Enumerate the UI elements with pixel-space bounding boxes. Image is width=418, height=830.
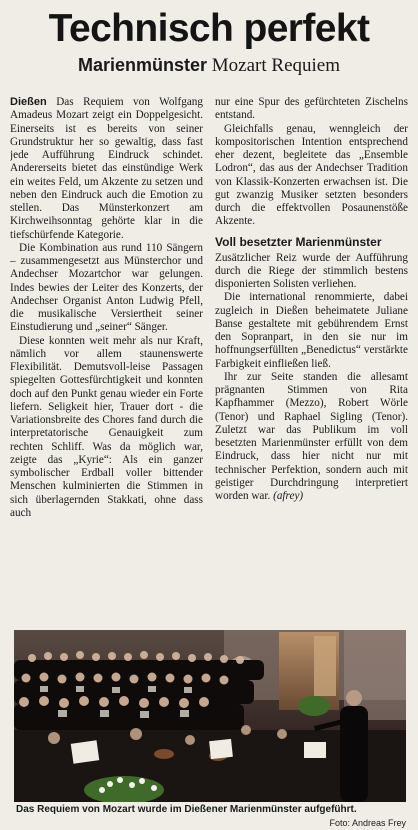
dateline: Dießen — [10, 96, 47, 108]
article-column-2 — [215, 96, 408, 622]
paragraph — [10, 96, 203, 242]
section-heading: Voll besetzter Marienmünster — [215, 234, 382, 249]
photo-credit: Foto: Andreas Frey — [329, 818, 406, 828]
article-column-1 — [10, 96, 203, 622]
author-signature: (afrey) — [273, 490, 304, 502]
paragraph: Diese konnten weit mehr als nur Kraft, nämlich vor allem staunenswerte Flexibilität. Demutsvoll-leise Passagen spiegelten Gottesfürchtigkeit und konnten doch auf den Punkt genau wieder ein Forte liefern. Seligkeit hier, Trauer dort - die Variationsbreite des Chores fand durch die interpretatorische Genauigkeit zum rechten Schliff. Was da möglich war, zeigte das „Kyrie“: Als ein ganzer symbolischer Erdball voller bittender Menschen kulminierten die Stimmen in sich überlagernden Stakkati, ohne dass auch — [10, 334, 203, 519]
photo-caption: Das Requiem von Mozart wurde im Dießener Marienmünster aufgeführt. — [16, 804, 357, 815]
subhead-title: Mozart Requiem — [211, 55, 340, 76]
paragraph-text: Das Requiem von Wolfgang Amadeus Mozart zeigt ein Doppelgesicht. Einerseits ist es bereits von seiner Grundstruktur her so gewaltig, dass fast jede Aufführung Eindruck schindet. Andererseits bietet das einstündige Werk ein weites Feld, um Akzente zu setzen und neben den Eindruck auch die Emotion zu stellen. Das Münsterkonzert am Kirchweihsonntag gehörte klar in die tiefschürfende Kategorie. — [10, 96, 203, 241]
subhead — [10, 54, 408, 77]
paragraph — [215, 371, 408, 504]
article-body — [10, 96, 408, 622]
headline: Technisch perfekt — [48, 7, 370, 50]
concert-photo — [14, 630, 406, 802]
paragraph: Gleichfalls genau, wenngleich der kompositorischen Intention entsprechend eher dezent, begleitete das „Ensemble Lodron“, das aus der Andechser Tradition von Klassik-Konzerten erwachsen ist. Die gut zwanzig Musiker setzten besonders durch die effektvollen Posaunenstöße Akzente. — [215, 122, 408, 228]
paragraph: nur eine Spur des gefürchteten Zischelns entstand. — [215, 96, 408, 122]
paragraph: Die Kombination aus rund 110 Sängern – zusammengesetzt aus Münsterchor und Andechser Mozartchor war gelungen. Indes bewies der Leiter des Konzerts, der Andechser Organist Anton Ludwig Pfell, die musikalische Versiertheit seiner Einstudierung und „seiner“ Sänger. — [10, 241, 203, 334]
subhead-place: Marienmünster — [77, 55, 208, 75]
concert-photo-image — [14, 630, 406, 802]
paragraph: Zusätzlicher Reiz wurde der Aufführung durch die Riege der stimmlich bestens disponierten Solisten verliehen. — [215, 251, 408, 290]
paragraph-text: Ihr zur Seite standen die allesamt prägnanten Stimmen von Rita Kapfhammer (Mezzo), Robert Wörle (Tenor) und Raphael Sigling (Tenor). Zuletzt war das Publikum im voll besetzten Marienmünster erfüllt von dem Eindruck, dass hier nicht nur mit technischer Perfektion, sondern auch mit geistiger Durchdringung interpretiert worden war. — [215, 370, 408, 502]
paragraph: Die international renommierte, dabei zugleich in Dießen beheimatete Juliane Banse gestaltete mit gebührendem Ernst den Sopranpart, in den sie nur im hoffnungserfüllten „Benedictus“ verstärkte Farbigkeit einfließen ließ. — [215, 291, 408, 370]
